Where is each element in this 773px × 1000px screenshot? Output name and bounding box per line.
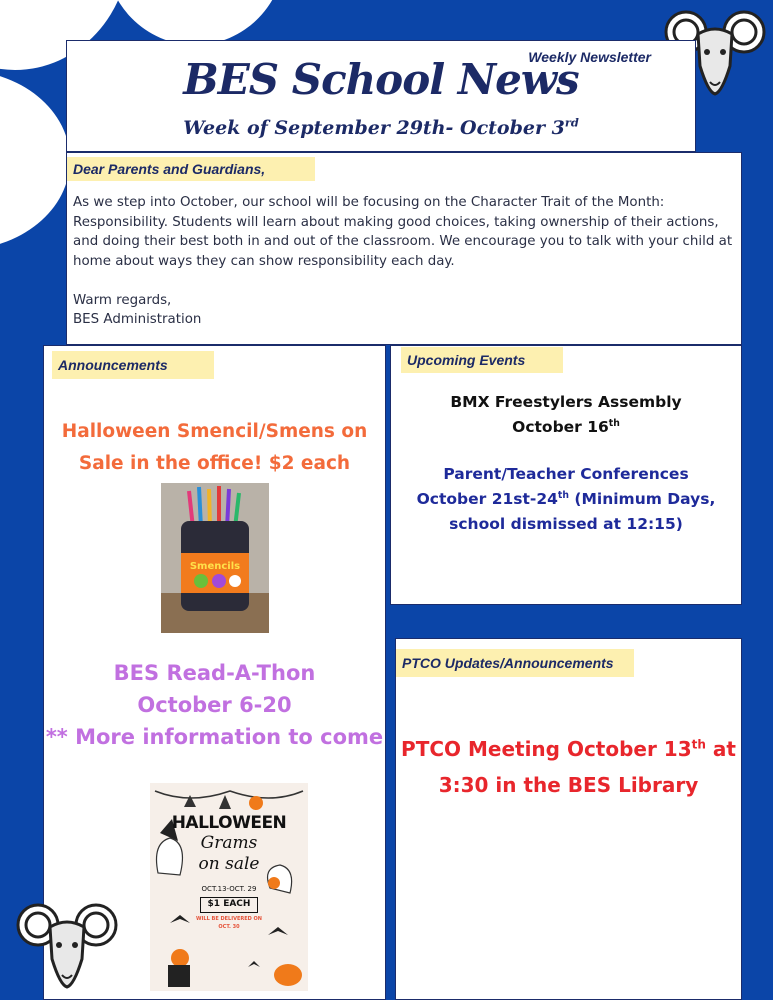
conferences-event <box>391 462 741 537</box>
flyer-title: HALLOWEEN <box>171 813 287 833</box>
bmx-date: October 16th <box>512 417 620 436</box>
week-heading <box>67 117 695 139</box>
week-heading-suffix: rd <box>564 115 579 130</box>
header-panel <box>66 40 696 152</box>
conferences-title: Parent/Teacher Conferences <box>443 465 689 483</box>
smencil-jar-label: Smencils <box>189 561 241 572</box>
background-bubble <box>105 0 285 45</box>
smencil-announcement <box>44 416 385 480</box>
conferences-dates: October 21st-24th (Minimum Days, <box>416 489 716 508</box>
smencil-jar-photo <box>161 483 269 633</box>
readathon-title: BES Read-A-Thon <box>113 661 316 685</box>
letter-paragraph: As we step into October, our school will be focusing on the Character Trait of the Month: Responsibility. Students will learn about making good choices, taking ownership of their actions, and doing their best both in and out of the classroom. We encourage you to talk with your child at home about ways they can show responsibility each day. <box>73 195 733 269</box>
letter-signature: BES Administration <box>73 312 202 327</box>
readathon-announcement <box>44 657 385 753</box>
upcoming-events-panel <box>390 345 742 605</box>
readathon-note: ** More information to come <box>45 725 384 749</box>
letter-body <box>73 193 733 330</box>
halloween-grams-flyer <box>150 783 308 991</box>
weekly-newsletter-kicker: Weekly Newsletter <box>528 49 651 65</box>
flyer-dates: OCT.13-OCT. 29 <box>201 885 257 893</box>
conferences-note: school dismissed at 12:15) <box>449 515 683 533</box>
flyer-delivery-2: OCT. 30 <box>218 924 240 930</box>
ptco-meeting-line-2: 3:30 in the BES Library <box>438 773 699 797</box>
ram-mascot-icon <box>12 897 122 992</box>
letter-greeting: Dear Parents and Guardians, <box>67 157 315 181</box>
flyer-on-sale: on sale <box>198 854 260 874</box>
smencil-line-2: Sale in the office! $2 each <box>78 453 351 474</box>
letter-panel <box>66 152 742 345</box>
bmx-assembly-event <box>391 390 741 440</box>
smencil-line-1: Halloween Smencil/Smens on <box>61 421 368 442</box>
readathon-dates: October 6-20 <box>137 693 292 717</box>
page-title: BES School News <box>183 55 579 104</box>
ptco-panel <box>395 638 742 1000</box>
week-heading-text: Week of September 29th- October 3 <box>183 117 565 139</box>
flyer-delivery-1: WILL BE DELIVERED ON <box>196 916 262 922</box>
background-bubble <box>0 70 70 250</box>
ptco-meeting-line-1: PTCO Meeting October 13th at <box>401 737 736 761</box>
ptco-meeting <box>396 731 741 803</box>
flyer-grams: Grams <box>200 833 258 853</box>
bmx-title: BMX Freestylers Assembly <box>450 393 682 411</box>
announcements-label: Announcements <box>52 351 214 379</box>
upcoming-events-label: Upcoming Events <box>401 347 563 373</box>
letter-closing: Warm regards, <box>73 292 172 308</box>
ptco-label: PTCO Updates/Announcements <box>396 649 634 677</box>
flyer-price: $1 EACH <box>200 897 258 913</box>
